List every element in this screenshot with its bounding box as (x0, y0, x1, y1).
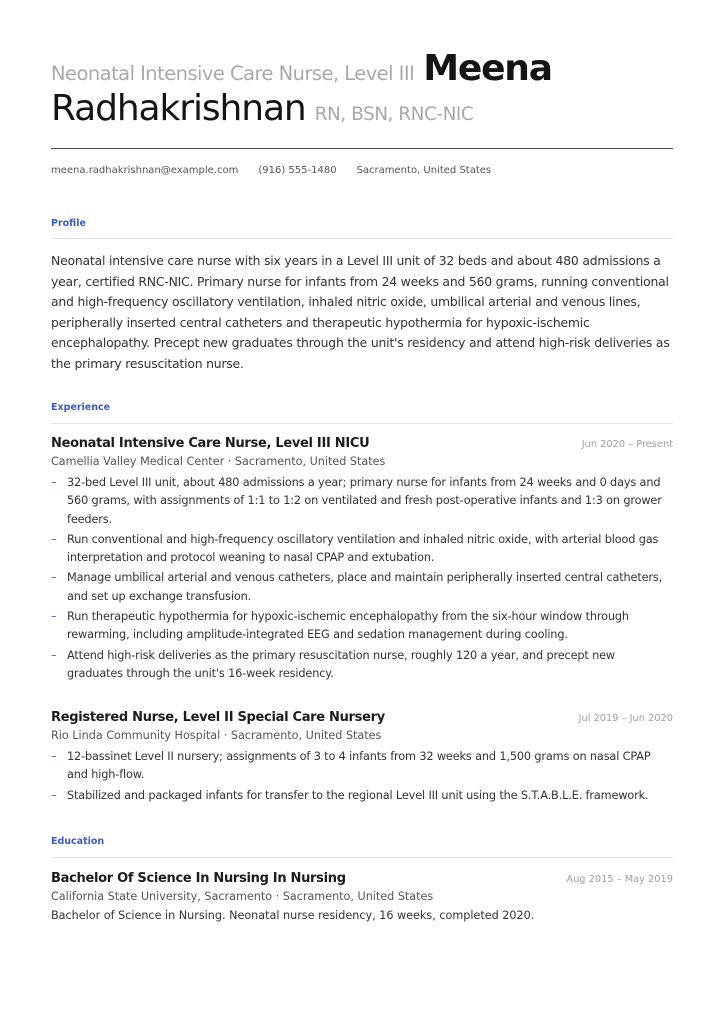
bullet-item (51, 531, 673, 568)
job-entry-2 (51, 710, 673, 807)
job-bullets (51, 474, 673, 683)
job-title: Registered Nurse, Level II Special Care Nursery (51, 710, 385, 725)
education-entry (51, 871, 673, 922)
bullet-text: 32-bed Level III unit, about 480 admissions a year; primary nurse for infants from 24 weeks and 0 days and 560 grams, with assignments of 1:1 to 1:2 on ventilated and fresh post-operative infants and 1:3 on grower feeders. (67, 476, 662, 526)
job-title: Neonatal Intensive Care Nurse, Level III NICU (51, 436, 370, 451)
bullet-item (51, 647, 673, 684)
profile-divider (51, 238, 673, 239)
profile-text: Neonatal intensive care nurse with six years in a Level III unit of 32 beds and about 480 admissions a year, certified RNC-NIC. Primary nurse for infants from 24 weeks and 560 grams, running conventional and high-frequency oscillatory ventilation, inhaled nitric oxide, umbilical arterial and venous lines, peripherally inserted central catheters and therapeutic hypothermia for hypoxic-ischemic encephalopathy. Precept new graduates through the unit's residency and attend high-risk deliveries as the primary resuscitation nurse. (51, 253, 670, 371)
bullet-dash-icon: – (51, 571, 57, 585)
contact-row (51, 165, 511, 176)
job-entry-1 (51, 436, 673, 685)
bullet-text: Stabilized and packaged infants for transfer to the regional Level III unit using the S.T.A.B.L.E. framework. (67, 788, 649, 802)
bullet-text: Manage umbilical arterial and venous catheters, place and maintain peripherally inserted central catheters, and set up exchange transfusion. (67, 571, 663, 603)
bullet-dash-icon: – (51, 788, 57, 802)
experience-divider (51, 423, 673, 424)
experience-section-label: Experience (51, 402, 111, 413)
bullet-item (51, 787, 673, 805)
first-name: Meena (423, 48, 552, 89)
bullet-text: 12-bassinet Level II nursery; assignments of 3 to 4 infants from 32 weeks and 1,500 grams on nasal CPAP and high-flow. (67, 750, 651, 782)
job-dates: Jul 2019 – Jun 2020 (578, 713, 673, 724)
education-section-label: Education (51, 836, 105, 847)
last-name: Radhakrishnan (51, 88, 306, 129)
bullet-item (51, 748, 673, 785)
school-name: California State University, Sacramento · Sacramento, United States (51, 890, 434, 903)
job-organization: Rio Linda Community Hospital · Sacramento, United States (51, 729, 382, 742)
job-bullets (51, 748, 673, 805)
profile-section-label: Profile (51, 218, 86, 229)
resume-header (51, 48, 673, 129)
bullet-text: Attend high-risk deliveries as the primary resuscitation nurse, roughly 120 a year, and precept new graduates through the unit's 16-week residency. (67, 648, 616, 680)
bullet-dash-icon: – (51, 648, 57, 662)
contact-email[interactable]: meena.radhakrishnan@example.com (51, 165, 239, 176)
bullet-dash-icon: – (51, 750, 57, 763)
degree-title: Bachelor Of Science In Nursing In Nursing (51, 871, 346, 886)
credentials: RN, BSN, RNC-NIC (314, 104, 474, 125)
bullet-item (51, 569, 673, 606)
bullet-text: Run conventional and high-frequency oscillatory ventilation and inhaled nitric oxide, with arterial blood gas interpretation and protocol weaning to nasal CPAP and extubation. (67, 532, 659, 565)
job-title-heading: Neonatal Intensive Care Nurse, Level III (51, 62, 415, 85)
job-dates: Jun 2020 – Present (581, 439, 673, 450)
bullet-dash-icon: – (51, 476, 57, 489)
name-line-1 (51, 48, 673, 88)
name-line-2 (51, 88, 673, 129)
bullet-item (51, 608, 673, 645)
bullet-dash-icon: – (51, 610, 57, 624)
bullet-dash-icon: – (51, 532, 57, 546)
education-divider (51, 857, 673, 858)
education-description: Bachelor of Science in Nursing. Neonatal nurse residency, 16 weeks, completed 2020. (51, 909, 535, 922)
education-dates: Aug 2015 – May 2019 (566, 874, 673, 885)
job-organization: Camellia Valley Medical Center · Sacramento, United States (51, 455, 386, 468)
header-divider (51, 148, 673, 149)
contact-phone[interactable]: (916) 555-1480 (258, 165, 337, 176)
bullet-text: Run therapeutic hypothermia for hypoxic-ischemic encephalopathy from the six-hour window through rewarming, including amplitude-integrated EEG and sedation management during cooling. (67, 610, 629, 642)
bullet-item (51, 474, 673, 529)
contact-location: Sacramento, United States (356, 165, 492, 176)
